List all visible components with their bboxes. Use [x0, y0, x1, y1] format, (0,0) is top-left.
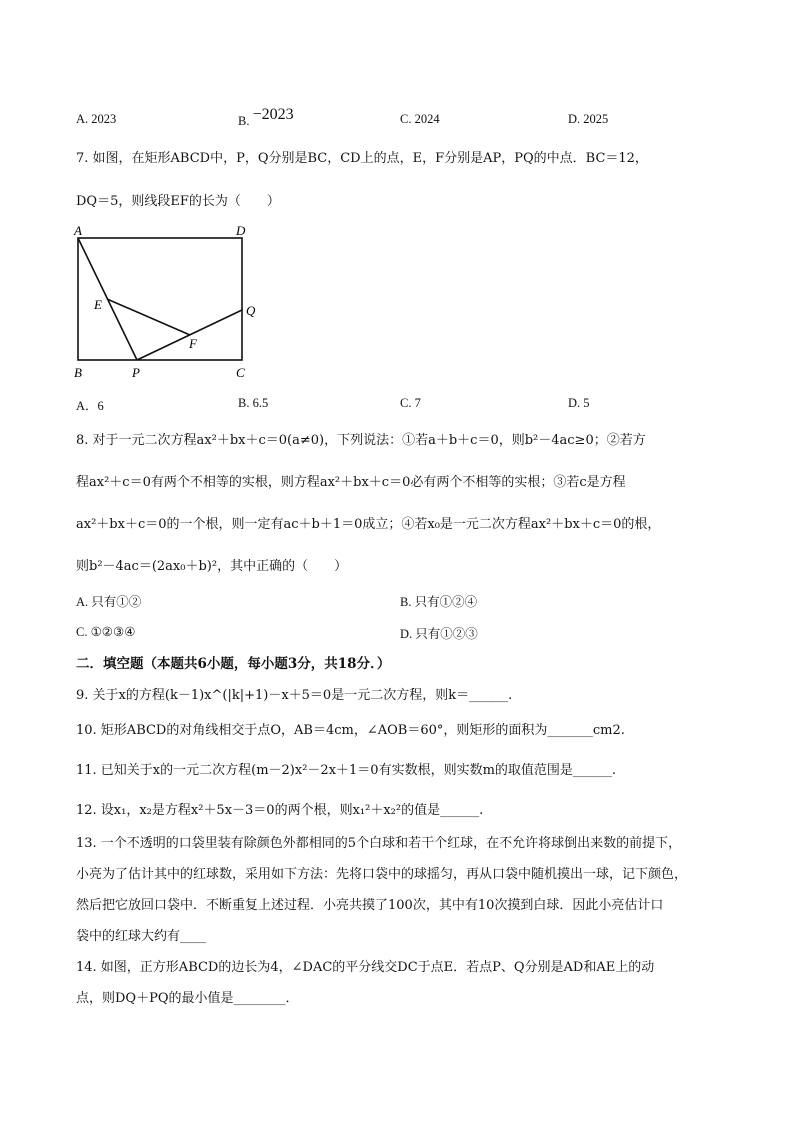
- q8-option-b: B. 只有①②④: [400, 595, 478, 609]
- rect-abcd: [78, 238, 242, 360]
- q7-option-d: D. 5: [568, 396, 590, 410]
- q9-text: 9. 关于x的方程(k－1)x^(|k|+1)－x＋5＝0是一元二次方程，则k＝______.: [76, 688, 513, 703]
- label-f: F: [189, 336, 197, 351]
- q13-line-1: 13. 一个不透明的口袋里装有除颜色外都相同的5个白球和若干个红球，在不允许将球倒出来数的前提下，: [76, 836, 682, 851]
- q6-option-b: [238, 106, 294, 128]
- q14-line-2: 点，则DQ＋PQ的最小值是________．: [76, 991, 299, 1006]
- q8-option-d: D. 只有①②③: [400, 627, 478, 641]
- q12-text: 12. 设x₁，x₂是方程x²＋5x－3＝0的两个根，则x₁²＋x₂²的值是______.: [76, 803, 484, 818]
- q13-line-3: 然后把它放回口袋中．不断重复上述过程．小亮共摸了100次，其中有10次摸到白球．因此小亮估计口: [76, 898, 664, 913]
- q8-line-3: ax²＋bx＋c＝0的一个根，则一定有ac＋b＋1＝0成立；④若x₀是一元二次方程ax²＋bx＋c＝0的根，: [76, 517, 661, 532]
- label-d: D: [236, 223, 246, 238]
- q13-line-4: 袋中的红球大约有____: [76, 929, 207, 944]
- q10-text: 10. 矩形ABCD的对角线相交于点O，AB＝4cm，∠AOB＝60°，则矩形的面积为_______cm2.: [76, 723, 625, 738]
- q6-option-d: D. 2025: [568, 112, 609, 126]
- q6-option-a: A. 2023: [76, 112, 117, 126]
- q7-line-2: DQ＝5，则线段EF的长为（ ）: [76, 194, 280, 209]
- q6-option-c: C. 2024: [400, 112, 440, 126]
- q11-text: 11. 已知关于x的一元二次方程(m－2)x²－2x＋1＝0有实数根，则实数m的取值范围是______.: [76, 763, 617, 778]
- label-b: B: [74, 365, 82, 380]
- q7-rectangle-figure: [70, 222, 290, 392]
- q7-option-b: B. 6.5: [238, 396, 269, 410]
- q7-option-c: C. 7: [400, 396, 421, 410]
- q6-option-b-value: −2023: [252, 106, 294, 123]
- q8-option-a: A. 只有①②: [76, 595, 142, 609]
- label-p: P: [132, 365, 140, 380]
- q14-line-1: 14. 如图，正方形ABCD的边长为4，∠DAC的平分线交DC于点E．若点P、Q分别是AD和AE上的动: [76, 960, 655, 975]
- q8-line-2: 程ax²＋c＝0有两个不相等的实根，则方程ax²＋bx＋c＝0必有两个不相等的实根；③若c是方程: [76, 475, 626, 490]
- label-a: A: [74, 223, 82, 238]
- q8-line-1: 8. 对于一元二次方程ax²＋bx＋c＝0(a≠0)，下列说法：①若a＋b＋c＝0，则b²－4ac≥0；②若方: [76, 433, 646, 448]
- label-c: C: [236, 365, 245, 380]
- q7-line-1: 7. 如图，在矩形ABCD中，P，Q分别是BC，CD上的点，E，F分别是AP，PQ的中点．BC＝12，: [76, 151, 648, 166]
- segment-ef: [107, 299, 190, 335]
- label-q: Q: [246, 303, 256, 318]
- q8-line-4: 则b²－4ac＝(2ax₀＋b)²，其中正确的（ ）: [76, 559, 348, 574]
- q8-option-c: C. ①②③④: [76, 625, 136, 639]
- q7-option-a: A．6: [76, 399, 104, 413]
- q6-option-b-label: B.: [238, 114, 250, 128]
- section-2-header: 二．填空题（本题共6小题，每小题3分，共18分．）: [76, 656, 391, 672]
- q13-line-2: 小亮为了估计其中的红球数，采用如下方法：先将口袋中的球摇匀，再从口袋中随机摸出一球，记下颜色，: [76, 867, 688, 882]
- label-e: E: [94, 297, 102, 312]
